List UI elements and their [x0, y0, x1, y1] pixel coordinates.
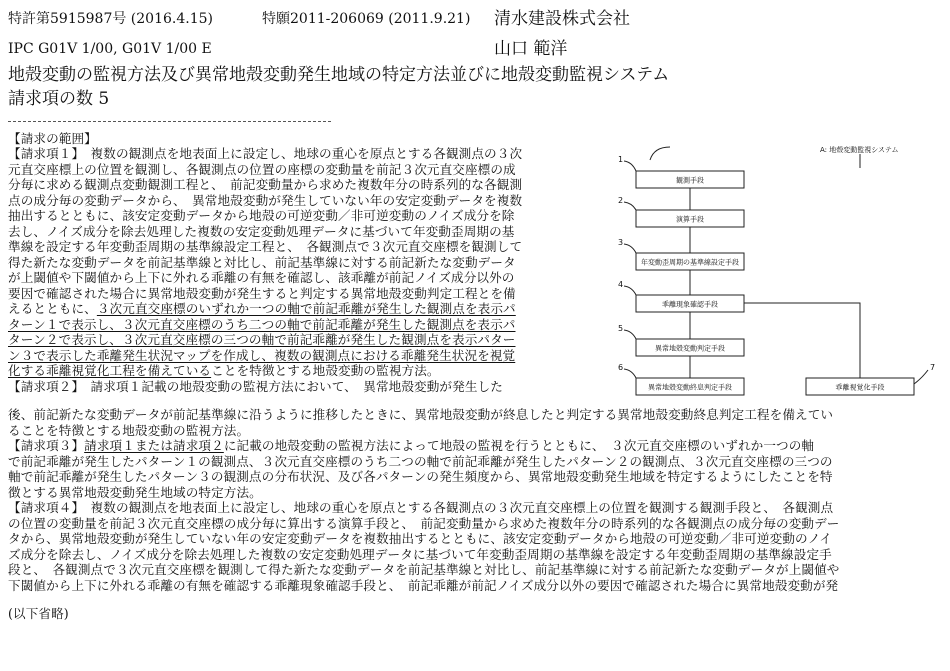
claim-text-line: 【請求項１】 複数の観測点を地表面上に設定し、地球の重心を原点とする各観測点の３次 — [8, 146, 523, 161]
box-label: 異常地殻変動終息判定手段 — [648, 383, 732, 392]
claim-text-line: 下閾値から上下に外れる乖離の有無を確認する乖離現象確認手段と、 前記乖離が前記ノイズ成分以外の要因で確認された場合に異常地殻変動が発 — [8, 578, 839, 593]
claim-text-line: が上閾値や下閾値から上下に外れる乖離の有無を確認し、該乖離が前記ノイズ成分以外の — [8, 270, 515, 285]
claim-text-line: 元直交座標上の位置を観測し、各観測点の位置の座標の変動量を前記３次元直交座標の成 — [8, 162, 516, 177]
claim-text-line: 要因で確認された場合に異常地殻変動が発生すると判定する異常地殻変動判定工程とを備 — [8, 286, 516, 301]
claim-text-line — [8, 332, 516, 347]
claim-text-line: 徴とする異常地殻変動発生地域の特定方法。 — [8, 485, 262, 500]
claim-text-underlined: ターン２で表示し、３次元直交座標の三つの軸で前記乖離が発生した観測点を表示パター — [8, 332, 516, 347]
claim-text-line: 抽出するとともに、該安定変動データから地殻の可逆変動／非可逆変動のノイズ成分を除 — [8, 208, 515, 223]
ref-number: 1 — [618, 155, 624, 164]
application-number: 特願2011-206069 (2011.9.21) — [262, 11, 471, 27]
claim-text-line — [8, 301, 516, 316]
box-label: 異常地殻変動判定手段 — [655, 344, 725, 353]
claim-text-plain: 【請求項３】 — [8, 438, 85, 453]
claim-text-underlined: ３次元直交座標のいずれか一つの軸で前記乖離が発生した観測点を表示パ — [96, 301, 516, 316]
claim-text-line: の位置の変動量を前記３次元直交座標の成分毎に算出する演算手段と、 前記変動量から求めた複数年分の時系列的な各観測点の成分毎の変動デー — [8, 516, 840, 531]
claim-text-line — [8, 363, 440, 378]
claim-text-underlined: 化する乖離視覚化工程を備えている — [8, 363, 212, 378]
claim-text-line: 準線を設定する年変動歪周期の基準線設定工程と、 各観測点で３次元直交座標を観測して — [8, 239, 523, 254]
claim-text-plain: に記載の地殻変動の監視方法によって地殻の監視を行うとともに、 ３次元直交座標のいずれか一つの軸 — [223, 438, 815, 453]
claim-text-line: 【請求項４】 複数の観測点を地表面上に設定し、地球の重心を原点とする各観測点の３次元直交座標上の位置を観測する観測手段と、 各観測点 — [8, 500, 834, 515]
claim-text-line: 軸で前記乖離が発生したパターン３の観測点の分布状況、及び各パターンの発生頻度から、異常地殻変動発生地域を特定するようにしたことを特 — [8, 469, 833, 484]
patent-number: 特許第5915987号 (2016.4.15) — [8, 11, 213, 27]
claim-text-line: ズ成分を除去し、ノイズ成分を除去処理した複数の安定変動処理データに基づいて年変動歪周期の基準線を設定する年変動歪周期の基準線設定手 — [8, 547, 832, 562]
ref-number: 5 — [618, 324, 624, 333]
ref-number: 7 — [930, 363, 936, 372]
ref-number: 3 — [618, 238, 624, 247]
claim-text-line: タから、異常地殻変動が発生していない年の安定変動データを複数抽出するとともに、該安定変動データから地殻の可逆変動／非可逆変動のノイ — [8, 531, 832, 546]
claim-text-line: 段と、 各観測点で３次元直交座標を観測して得た新たな変動データを前記基準線と対比し、前記基準線に対する前記新たな変動データが上閾値や — [8, 562, 840, 577]
ipc-classification: IPC G01V 1/00, G01V 1/00 E — [8, 41, 212, 57]
claim-text-line: 分毎に求める観測点変動観測工程と、 前記変動量から求めた複数年分の時系列的な各観測 — [8, 177, 523, 192]
box-label: 観測手段 — [676, 176, 704, 185]
ref-number: 6 — [618, 363, 624, 372]
claim-text-plain: えるとともに、 — [8, 301, 97, 316]
claim-text-line: 点の成分毎の変動データから、 異常地殻変動が発生していない年の安定変動データを複数 — [8, 193, 523, 208]
claims-section-heading: 【請求の範囲】 — [8, 131, 97, 146]
claims-count: 請求項の数 5 — [8, 89, 110, 109]
claim-text-underlined: 請求項１または請求項２ — [84, 438, 224, 453]
claim-text-underlined: ン３で表示した乖離発生状況マップを作成し、複数の観測点における乖離発生状況を視覚 — [8, 348, 516, 363]
assignee: 清水建設株式会社 — [494, 9, 630, 29]
patent-title: 地殻変動の監視方法及び異常地殻変動発生地域の特定方法並びに地殻変動監視システム — [8, 65, 670, 85]
claim-text-line: 得た新たな変動データを前記基準線と対比し、前記基準線に対する前記新たな変動データ — [8, 255, 516, 270]
ref-number: 2 — [618, 196, 624, 205]
claim-text-line — [8, 317, 516, 332]
system-label: A: 地殻変動監視システム — [820, 146, 899, 154]
claim-text-line — [8, 438, 814, 453]
claim-text-line: 後、前記新たな変動データが前記基準線に沿うように推移したときに、異常地殻変動が終息したと判定する異常地殻変動終息判定工程を備えてい — [8, 407, 834, 422]
omitted-note: (以下省略) — [8, 606, 69, 621]
claim-text-line: 【請求項２】 請求項１記載の地殻変動の監視方法において、 異常地殻変動が発生した — [8, 379, 503, 394]
claim-text-plain: ことを特徴とする地殻変動の監視方法。 — [211, 363, 440, 378]
box-label: 乖離視覚化手段 — [835, 383, 885, 392]
box-label: 年変動歪周期の基準線設定手段 — [641, 258, 739, 267]
system-block-diagram — [610, 140, 946, 400]
claim-text-line: で前記乖離が発生したパターン１の観測点、３次元直交座標のうち二つの軸で前記乖離が発生したパターン２の観測点、３次元直交座標の三つの — [8, 454, 833, 469]
box-label: 乖離現象確認手段 — [662, 300, 718, 309]
claim-text-line — [8, 348, 515, 363]
claim-text-underlined: ターン１で表示し、３次元直交座標のうち二つの軸で前記乖離が発生した観測点を表示パ — [8, 317, 516, 332]
separator-line — [8, 121, 331, 122]
ref-number: 4 — [618, 280, 624, 289]
inventor: 山口 範洋 — [494, 39, 568, 59]
claim-text-line: ることを特徴とする地殻変動の監視方法。 — [8, 423, 250, 438]
box-label: 演算手段 — [676, 215, 704, 224]
claim-text-line: 去し、ノイズ成分を除去処理した複数の安定変動処理データに基づいて年変動歪周期の基 — [8, 224, 515, 239]
